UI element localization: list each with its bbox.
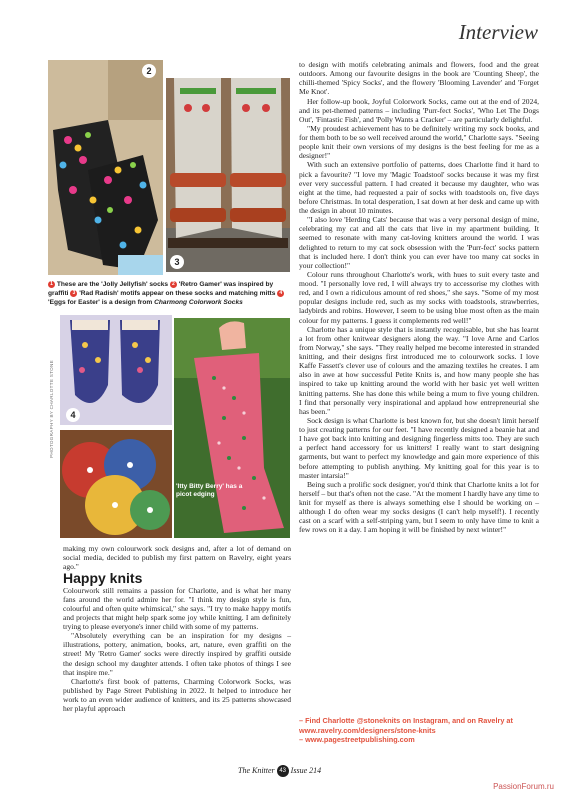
sandals-image <box>166 78 290 272</box>
photo-number-4: 4 <box>66 408 80 422</box>
paragraph: Colourwork still remains a passion for Charlotte, and is what her many fans around the world admire her for. "I think my design style is fun, colourful and often quite whimsical," she says. "I try to make happy motifs and projects that might help spark some joy while knitting. I am definitely trying to please everyone's inner child with some of my patterns. <box>63 585 291 631</box>
berry-sock-image <box>174 318 290 538</box>
paragraph: Sock design is what Charlotte is best known for, but she doesn't limit herself to just creating patterns for our feet. "I have recently designed a beanie hat and I have got back into knitting and designing fingerless mitts too. They are such a perfect hand accessory for us knitters! I really want to start designing garments, but want to perfect my knowledge and gain more experience of this before attempting to publish anything. My knitting goal for this year is to master intarsia!" <box>299 415 539 480</box>
paragraph: With such an extensive portfolio of patterns, does Charlotte find it hard to pick a favourite? "I love my 'Magic Toadstool' socks because it was my first ever very successful pattern. I had created it because my daughter, who was eight at the time, had requested a pair of socks with toadstools on, five days before Christmas. In total desperation, I sat down at her desk and came up with the design in about 10 minutes. <box>299 160 539 215</box>
photo-credit <box>49 318 59 458</box>
article-right-column <box>299 60 539 535</box>
caption-number-3: 3 <box>70 290 77 297</box>
socks-image <box>48 60 163 275</box>
caption-text-2: 'Retro Gamer' was inspired by graffiti <box>48 281 274 297</box>
photo-jellyfish-socks <box>48 60 163 275</box>
issue-number: Issue 214 <box>290 765 322 775</box>
link-instagram-ravelry[interactable]: – Find Charlotte @stoneknits on Instagram, and on Ravelry at www.ravelry.com/designers/stone-knits <box>299 716 513 735</box>
photo-sock-pile <box>60 430 172 538</box>
links-block <box>299 716 539 745</box>
photo-caption-berry: 'Itty Bitty Berry' has a picot edging <box>176 483 243 498</box>
caption-number-1: 1 <box>48 281 55 288</box>
caption-text-1: These are the 'Jolly Jellyfish' socks <box>55 281 170 288</box>
photo-credit-text: PHOTOGRAPHY BY CHARLOTTE STONE <box>49 359 54 458</box>
paragraph: "I also love 'Herding Cats' because that was a very personal design of mine, celebrating my cat and all the cats that live in my apartment building. It seemed to resonate with many cat-loving knitters around the world. I was delighted to return to my cat sock obsession with the 'Purr-fect' socks pattern that is included here. I don't think you can ever have too many cat socks in your collection!" <box>299 215 539 270</box>
page-number: 43 <box>277 765 289 777</box>
paragraph: "My proudest achievement has to be definitely writing my sock books, and for them both to be so well received around the world," Charlotte says. "Seeing people knit their own versions of my designs is the best feeling for me as a designer!" <box>299 123 539 161</box>
paragraph: Charlotte has a unique style that is instantly recognisable, but she has learnt a lot from other knitwear designers along the way. "I love Arne and Carlos from Norway," she says. "They really helped me become interested in stranded knitting, and their designs first introduced me to colourwork socks. I love Kaffe Fassett's clever use of colours and the amazing textiles he creates. I am also in awe at how successful Petite Knits is, and how many people she has inspired to take up knitting around the world with her basic yet well written knitting patterns. She has done this while being a mum to five young children. I find that personally very inspirational and applaud how entrepreneurial she has been." <box>299 324 539 416</box>
paragraph: Being such a prolific sock designer, you'd think that Charlotte knits a lot for herself – but that's often not the case. "At the moment I hardly have any time to knit for myself as there is always something else I should be working on – although I do often wear my socks designs (I can't help myself!). I recently cast on a scarf with a self-striping yarn, but I seem to only have time to knit a few rows on it a day. I am hoping it will be finished by next winter!" <box>299 479 539 535</box>
caption-book-title: Charmong Colorwork Socks <box>154 299 243 306</box>
paragraph: Her follow-up book, Joyful Colorwork Socks, came out at the end of 2024, and its pet-themed patterns – including 'Purr-fect Socks', 'Who Let The Dogs Out', 'Fintastic Fish', and 'Polly Wants a Cracker' – are particularly delightful. <box>299 96 539 124</box>
sock-pile-image <box>60 430 172 538</box>
photo-number-2: 2 <box>142 64 156 78</box>
magazine-name: The Knitter <box>238 765 275 775</box>
caption-text-3: 'Rad Radish' motifs appear on these socks and matching mitts <box>77 290 278 297</box>
paragraph: "Absolutely everything can be an inspiration for my designs – illustrations, pottery, animation, books, art, nature, even graffiti on the street! My 'Retro Gamer' socks were directly inspired by graffiti outside the design school my daughter attends. I often take photos of things I see that inspire me." <box>63 631 291 677</box>
photo-caption-top <box>48 280 288 307</box>
paragraph: Colour runs throughout Charlotte's work, with hues to suit every taste and mood. "I personally love red, I will always try to accessorise my clothes with red, and I own a ridiculous amount of red shoes," she says. "Some of my most popular designs include red, such as my socks with toadstools, strawberries, ladybirds and robins. However, I seem to be using blue most often as the main colour for my patterns. I guess it complements red well!" <box>299 269 539 325</box>
link-publisher[interactable]: – www.pagestreetpublishing.com <box>299 735 415 744</box>
photo-berry-sock <box>174 318 290 538</box>
article-left-column <box>63 544 291 713</box>
caption-text-4: 'Eggs for Easter' is a design from <box>48 299 155 306</box>
photo-number-3: 3 <box>170 255 184 269</box>
page-footer <box>238 765 321 777</box>
watermark: PassionForum.ru <box>493 782 554 791</box>
paragraph: Charlotte's first book of patterns, Charming Colorwork Socks, was published by Page Street Publishing in 2022. It helped to introduce her work to an even wider audience of knitters, and its 25 patterns showcased her playful approach <box>63 676 291 714</box>
subheading: Happy knits <box>63 570 143 587</box>
photo-radish-socks <box>166 78 290 272</box>
caption-number-2: 2 <box>170 281 177 288</box>
caption-number-4: 4 <box>277 290 284 297</box>
paragraph: making my own colourwork sock designs and, after a lot of demand on social media, decided to publish my first pattern on Ravelry, eight years ago." <box>63 544 291 572</box>
paragraph: to design with motifs celebrating animals and flowers, food and the great outdoors. Among our favourite designs in the book are 'Counting Sheep', the chilli-themed 'Spicy Socks', and the flowery 'Blooming Lavender' and 'Forget Me Knot'. <box>299 60 539 97</box>
section-title: Interview <box>458 20 538 44</box>
